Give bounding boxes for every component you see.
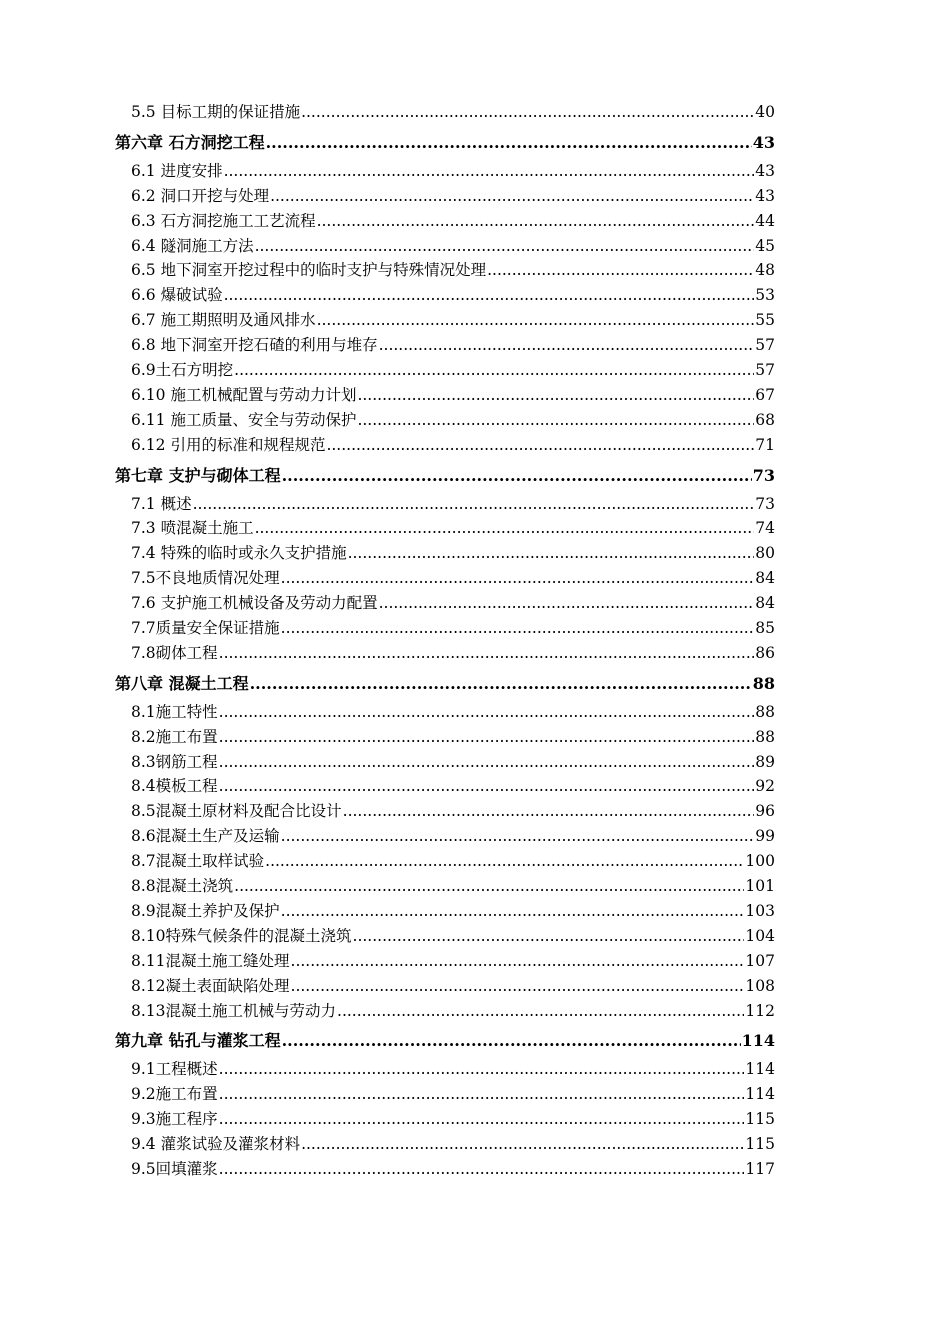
toc-section-entry[interactable]	[0, 974, 950, 999]
toc-page-number: 89	[755, 752, 775, 771]
toc-page-number: 84	[755, 594, 775, 613]
toc-entry-title: 第七章 支护与砌体工程	[115, 465, 281, 485]
toc-section-entry[interactable]	[0, 824, 950, 849]
toc-page-number: 57	[755, 361, 775, 380]
toc-entry-title: 8.9混凝土养护及保护	[131, 901, 280, 920]
toc-page-number: 114	[745, 1060, 775, 1079]
toc-page-number: 68	[755, 410, 775, 429]
toc-dot-leader	[281, 899, 745, 924]
toc-page-number: 103	[745, 901, 775, 920]
toc-section-entry[interactable]	[0, 874, 950, 899]
toc-section-entry[interactable]	[0, 1082, 950, 1107]
toc-entry-title: 6.7 施工期照明及通风排水	[131, 311, 316, 330]
toc-section-entry[interactable]	[0, 849, 950, 874]
toc-page-number: 48	[755, 261, 775, 280]
toc-entry-title: 第八章 混凝土工程	[115, 673, 249, 693]
toc-section-entry[interactable]	[0, 591, 950, 616]
toc-dot-leader	[234, 358, 754, 383]
toc-dot-leader	[379, 591, 755, 616]
toc-dot-leader	[250, 671, 752, 696]
toc-dot-leader	[282, 1028, 741, 1053]
toc-dot-leader	[255, 516, 755, 541]
toc-entry-title: 8.3钢筋工程	[131, 752, 218, 771]
toc-section-entry[interactable]	[0, 159, 950, 184]
toc-section-entry[interactable]	[0, 799, 950, 824]
toc-entry-title: 7.4 特殊的临时或永久支护措施	[131, 544, 347, 563]
toc-entry-title: 9.3施工程序	[131, 1110, 218, 1129]
toc-page-number: 114	[745, 1085, 775, 1104]
toc-entry-title: 6.6 爆破试验	[131, 286, 223, 305]
toc-dot-leader	[219, 700, 755, 725]
toc-entry-title: 6.8 地下洞室开挖石碴的利用与堆存	[131, 336, 378, 355]
toc-page-number: 117	[745, 1159, 775, 1178]
toc-entry-title: 6.9土石方明挖	[131, 361, 234, 380]
toc-page-number: 80	[755, 544, 775, 563]
toc-dot-leader	[357, 383, 754, 408]
toc-page-number: 115	[745, 1110, 775, 1129]
toc-entry-title: 6.3 石方洞挖施工工艺流程	[131, 211, 316, 230]
toc-entry-title: 7.7质量安全保证措施	[131, 619, 280, 638]
toc-dot-leader	[266, 130, 752, 155]
toc-chapter-entry[interactable]	[0, 1028, 950, 1053]
toc-section-entry[interactable]	[0, 1132, 950, 1157]
toc-page-number: 107	[745, 951, 775, 970]
toc-entry-title: 7.1 概述	[131, 494, 192, 513]
toc-dot-leader	[317, 308, 755, 333]
toc-entry-title: 9.1工程概述	[131, 1060, 218, 1079]
toc-dot-leader	[487, 258, 754, 283]
toc-entry-title: 9.5回填灌浆	[131, 1159, 218, 1178]
toc-page-number: 74	[755, 519, 775, 538]
toc-entry-title: 6.10 施工机械配置与劳动力计划	[131, 385, 357, 404]
toc-dot-leader	[224, 283, 755, 308]
toc-entry-title: 8.13混凝土施工机械与劳动力	[131, 1001, 337, 1020]
toc-page-number: 114	[741, 1031, 775, 1051]
toc-entry-title: 5.5 目标工期的保证措施	[131, 103, 301, 121]
toc-dot-leader	[270, 184, 754, 209]
toc-dot-leader	[317, 209, 755, 234]
toc-entry-title: 6.12 引用的标准和规程规范	[131, 435, 326, 454]
toc-entry-title: 9.4 灌浆试验及灌浆材料	[131, 1135, 301, 1154]
toc-dot-leader	[353, 924, 745, 949]
toc-entry-title: 8.7混凝土取样试验	[131, 852, 265, 871]
toc-page-number: 99	[755, 827, 775, 846]
toc-entry-title: 8.11混凝土施工缝处理	[131, 951, 290, 970]
toc-section-entry[interactable]	[0, 283, 950, 308]
toc-page-number: 88	[755, 702, 775, 721]
toc-entry-title: 7.3 喷混凝土施工	[131, 519, 254, 538]
toc-section-entry[interactable]	[0, 308, 950, 333]
toc-dot-leader	[219, 725, 755, 750]
toc-section-entry[interactable]	[0, 924, 950, 949]
toc-section-entry[interactable]	[0, 333, 950, 358]
toc-entry-title: 第六章 石方洞挖工程	[115, 132, 265, 152]
toc-entry-title: 8.8混凝土浇筑	[131, 877, 234, 896]
toc-page-number: 84	[755, 569, 775, 588]
toc-section-entry[interactable]	[0, 725, 950, 750]
toc-section-entry[interactable]	[0, 566, 950, 591]
toc-section-entry[interactable]	[0, 899, 950, 924]
toc-page-number: 88	[752, 673, 775, 693]
toc-section-entry[interactable]	[0, 750, 950, 775]
toc-page-number: 86	[755, 643, 775, 662]
toc-dot-leader	[193, 492, 755, 517]
toc-entry-title: 8.6混凝土生产及运输	[131, 827, 280, 846]
toc-dot-leader	[219, 1107, 745, 1132]
toc-page-number: 71	[755, 435, 775, 454]
toc-page-number: 67	[755, 385, 775, 404]
toc-dot-leader	[282, 463, 752, 488]
toc-dot-leader	[357, 408, 754, 433]
toc-entry-title: 6.4 隧洞施工方法	[131, 236, 254, 255]
toc-page-number: 85	[755, 619, 775, 638]
toc-page-number: 88	[755, 727, 775, 746]
toc-entry-title: 8.4模板工程	[131, 777, 218, 796]
toc-dot-leader	[301, 1132, 744, 1157]
toc-page-number: 101	[745, 877, 775, 896]
toc-dot-leader	[301, 100, 754, 125]
toc-entry-title: 6.2 洞口开挖与处理	[131, 186, 270, 205]
toc-dot-leader	[219, 641, 755, 666]
toc-dot-leader	[234, 874, 744, 899]
toc-dot-leader	[219, 1082, 745, 1107]
toc-page-number: 104	[745, 926, 775, 945]
toc-section-entry[interactable]	[0, 492, 950, 517]
toc-section-entry[interactable]	[0, 433, 950, 458]
toc-chapter-entry[interactable]	[0, 463, 950, 488]
toc-section-entry[interactable]	[0, 234, 950, 259]
toc-entry-title: 6.5 地下洞室开挖过程中的临时支护与特殊情况处理	[131, 261, 487, 280]
toc-dot-leader	[291, 974, 745, 999]
toc-section-entry[interactable]	[0, 184, 950, 209]
toc-page-number: 115	[745, 1135, 775, 1154]
toc-entry-title: 7.5不良地质情况处理	[131, 569, 280, 588]
toc-dot-leader	[291, 949, 745, 974]
toc-dot-leader	[337, 999, 744, 1024]
toc-dot-leader	[219, 1057, 745, 1082]
toc-page-number: 96	[755, 802, 775, 821]
toc-chapter-entry[interactable]	[0, 671, 950, 696]
toc-entry-title: 7.6 支护施工机械设备及劳动力配置	[131, 594, 378, 613]
toc-section-entry[interactable]	[0, 999, 950, 1024]
toc-entry-title: 6.1 进度安排	[131, 161, 223, 180]
toc-page-number: 43	[755, 186, 775, 205]
toc-page-number: 57	[755, 336, 775, 355]
toc-dot-leader	[379, 333, 755, 358]
toc-section-entry[interactable]	[0, 1157, 950, 1182]
toc-section-entry[interactable]	[0, 258, 950, 283]
toc-entry-title: 9.2施工布置	[131, 1085, 218, 1104]
toc-dot-leader	[281, 566, 755, 591]
toc-section-entry[interactable]	[0, 1057, 950, 1082]
toc-page-number: 112	[745, 1001, 775, 1020]
toc-dot-leader	[343, 799, 755, 824]
toc-section-entry[interactable]	[0, 774, 950, 799]
table-of-contents	[0, 100, 950, 1182]
toc-entry-title: 8.10特殊气候条件的混凝土浇筑	[131, 926, 352, 945]
toc-dot-leader	[224, 159, 755, 184]
toc-page-number: 100	[745, 852, 775, 871]
toc-entry-title: 8.1施工特性	[131, 702, 218, 721]
toc-dot-leader	[281, 824, 755, 849]
toc-entry-title: 8.12凝土表面缺陷处理	[131, 976, 290, 995]
toc-section-entry[interactable]	[0, 1107, 950, 1132]
toc-entry-title: 6.11 施工质量、安全与劳动保护	[131, 410, 357, 429]
toc-section-entry[interactable]	[0, 616, 950, 641]
toc-dot-leader	[255, 234, 755, 259]
toc-section-entry[interactable]	[0, 641, 950, 666]
toc-dot-leader	[219, 1157, 745, 1182]
toc-page-number: 43	[755, 161, 775, 180]
toc-page-number: 40	[755, 103, 775, 121]
toc-page-number: 53	[755, 286, 775, 305]
toc-section-entry[interactable]	[0, 209, 950, 234]
toc-page-number: 55	[755, 311, 775, 330]
toc-entry-title: 7.8砌体工程	[131, 643, 218, 662]
toc-section-entry[interactable]	[0, 516, 950, 541]
toc-page-number: 43	[752, 132, 775, 152]
toc-dot-leader	[326, 433, 754, 458]
toc-page-number: 108	[745, 976, 775, 995]
toc-section-entry[interactable]	[0, 383, 950, 408]
toc-page-number: 45	[755, 236, 775, 255]
toc-page-number: 92	[755, 777, 775, 796]
toc-section-entry[interactable]	[0, 100, 950, 125]
toc-section-entry[interactable]	[0, 358, 950, 383]
toc-section-entry[interactable]	[0, 700, 950, 725]
toc-section-entry[interactable]	[0, 408, 950, 433]
toc-dot-leader	[219, 750, 755, 775]
toc-section-entry[interactable]	[0, 949, 950, 974]
toc-entry-title: 8.2施工布置	[131, 727, 218, 746]
toc-page-number: 73	[755, 494, 775, 513]
toc-dot-leader	[281, 616, 755, 641]
toc-chapter-entry[interactable]	[0, 130, 950, 155]
toc-page-number: 73	[752, 465, 775, 485]
toc-section-entry[interactable]	[0, 541, 950, 566]
toc-dot-leader	[219, 774, 755, 799]
toc-entry-title: 8.5混凝土原材料及配合比设计	[131, 802, 342, 821]
toc-page-number: 44	[755, 211, 775, 230]
toc-dot-leader	[265, 849, 744, 874]
toc-entry-title: 第九章 钻孔与灌浆工程	[115, 1031, 281, 1051]
toc-dot-leader	[348, 541, 755, 566]
